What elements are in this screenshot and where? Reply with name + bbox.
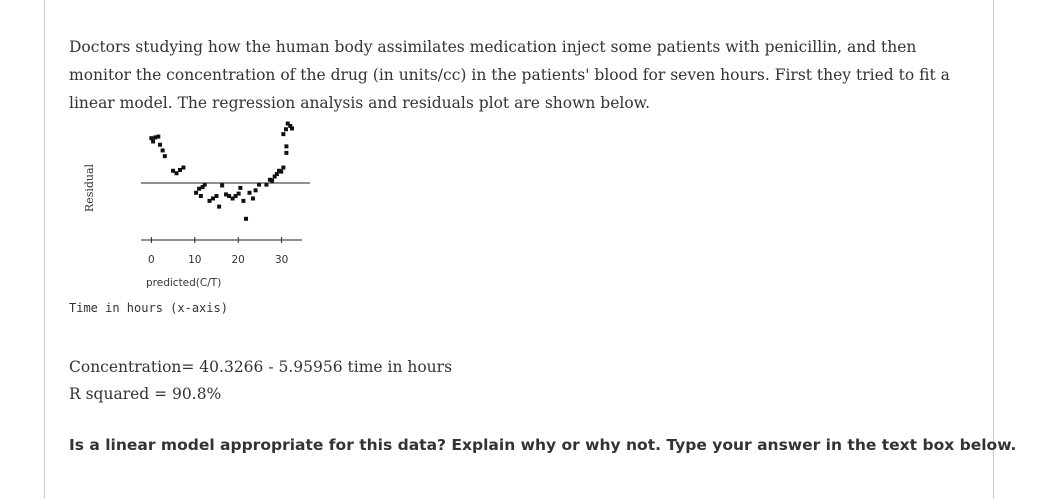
data-point [284, 127, 288, 131]
data-point [281, 166, 285, 170]
x-axis-ticks [148, 237, 288, 266]
data-point [161, 148, 165, 152]
y-axis-label: Residual [83, 163, 96, 213]
data-point [197, 187, 201, 191]
intro-text: Doctors studying how the human body assimilates medication inject some patients with penicillin, and then monitor the concentration of the drug (in units/cc) in the patients' blood for seven hours. First they tried to fit a linear model. The regression analysis and residuals plot are shown below. [69, 38, 950, 112]
data-point [257, 183, 261, 187]
data-point [151, 139, 155, 143]
data-point [227, 194, 231, 198]
data-point [281, 132, 285, 136]
data-point [181, 166, 185, 170]
data-point [290, 126, 294, 130]
data-point [214, 194, 218, 198]
regression-equation: Concentration= 40.3266 - 5.95956 time in hours [69, 358, 453, 376]
data-point [208, 199, 212, 203]
data-point [203, 183, 207, 187]
data-point [220, 183, 224, 187]
data-point [217, 205, 221, 209]
data-point [244, 217, 248, 221]
r-squared: R squared = 90.8% [69, 385, 222, 403]
x-tick-label: 20 [231, 254, 245, 266]
x-axis-label: predicted(C/T) [146, 277, 222, 289]
x-tick-label: 0 [147, 254, 155, 266]
data-point [178, 168, 182, 172]
data-point [270, 179, 274, 183]
data-point [241, 199, 245, 203]
residuals-plot [68, 118, 368, 296]
regression-output [69, 354, 452, 408]
x-tick-label: 10 [188, 254, 202, 266]
data-point [211, 196, 215, 200]
plot-caption: Time in hours (x-axis) [69, 301, 228, 315]
data-point [284, 151, 288, 155]
scatter-points [149, 122, 294, 221]
data-point [251, 196, 255, 200]
question-prompt: Is a linear model appropriate for this data? Explain why or why not. Type your answer in the text box below. [69, 436, 1017, 454]
data-point [156, 135, 160, 139]
data-point [254, 188, 258, 192]
data-point [284, 144, 288, 148]
data-point [237, 192, 241, 196]
x-tick-label: 30 [274, 254, 289, 266]
data-point [175, 171, 179, 175]
data-point [279, 170, 283, 174]
data-point [171, 169, 175, 173]
data-point [199, 194, 203, 198]
data-point [247, 191, 251, 195]
data-point [158, 143, 162, 147]
data-point [238, 186, 242, 190]
data-point [194, 191, 198, 195]
data-point [163, 154, 167, 158]
data-point [264, 183, 268, 187]
